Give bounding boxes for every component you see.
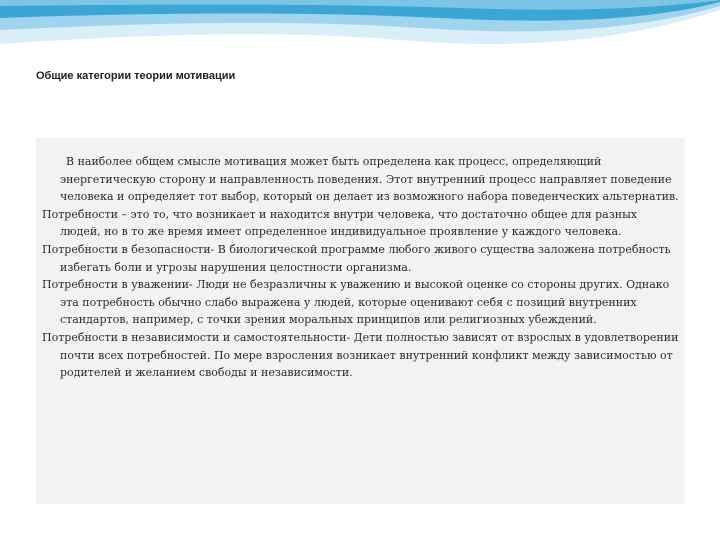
paragraph-motivation-definition: В наиболее общем смысле мотивация может быть определена как процесс, определяющий энергетическую сторону и направленность поведения. Этот внутренний процесс направляет поведение человека и определяет тот выбор, который он делает из возможного набора поведенческих альтернатив. — [60, 155, 679, 204]
paragraph-respect-needs: Потребности в уважении- Люди не безразличны к уважению и высокой оценке со стороны других. Однако эта потребность обычно слабо выражена у людей, которые оценивают себя с позиций внутренних стандартов, например, с точки зрения моральных принципов или религиозных убеждений. — [42, 278, 670, 327]
content-box — [36, 138, 685, 504]
paragraph-safety-needs: Потребности в безопасности- В биологической программе любого живого существа заложена потребность избегать боли и угрозы нарушения целостности организма. — [42, 242, 671, 274]
header-wave-decoration — [0, 0, 720, 60]
slide-title: Общие категории теории мотивации — [36, 70, 236, 82]
paragraph-needs: Потребности – это то, что возникает и находится внутри человека, что достаточно общее для разных людей, но в то же время имеет определенное индивидуальное проявление у каждого человека. — [42, 207, 638, 239]
paragraph-independence-needs: Потребности в независимости и самостоятельности- Дети полностью зависят от взрослых в удовлетворении почти всех потребностей. По мере взросления возникает внутренний конфликт между зависимостью от родителей и желанием свободы и независимости. — [42, 330, 679, 380]
